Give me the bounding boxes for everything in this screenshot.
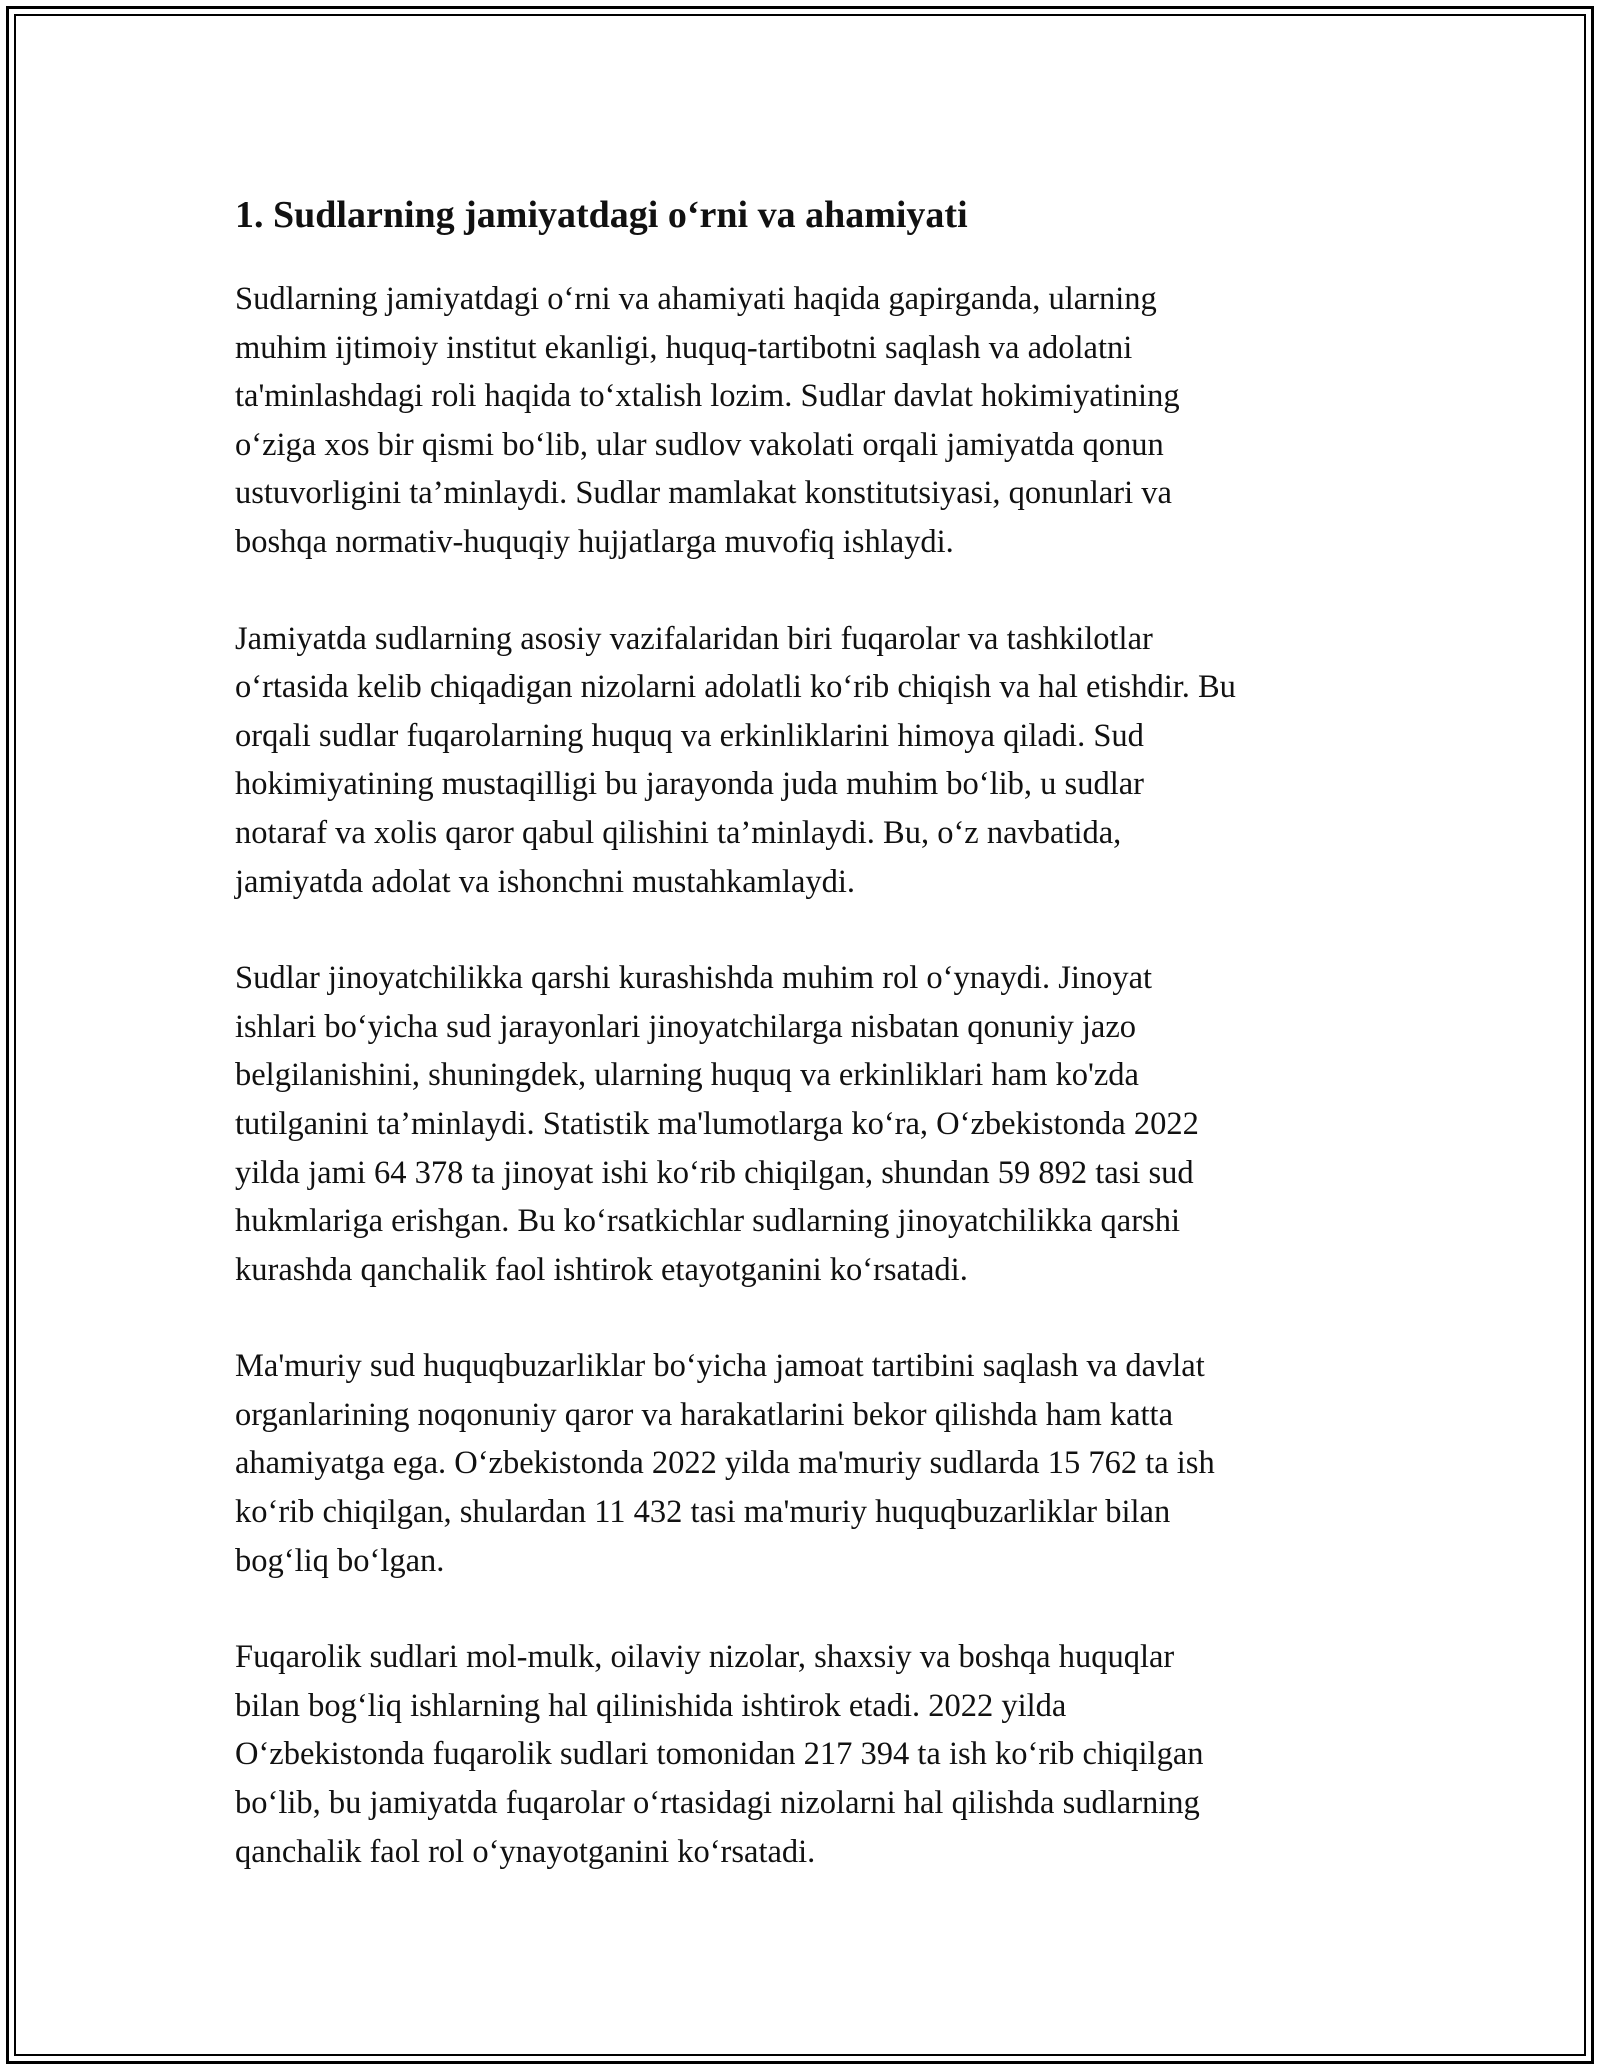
section-heading: 1. Sudlarning jamiyatdagi o‘rni va ahamiyati bbox=[235, 194, 968, 236]
paragraph-administrative-court: Ma'muriy sud huquqbuzarliklar bo‘yicha jamoat tartibini saqlash va davlat organlarining noqonuniy qaror va harakatlarini bekor qilishda ham katta ahamiyatga ega. O‘zbekistonda 2022 yilda ma'muriy sudlarda 15 762 ta ish ko‘rib chiqilgan, shulardan 11 432 tasi ma'muriy huquqbuzarliklar bilan bog‘liq bo‘lgan. bbox=[235, 1348, 1215, 1579]
paragraph-criminal-cases: Sudlar jinoyatchilikka qarshi kurashishda muhim rol o‘ynaydi. Jinoyat ishlari bo‘yicha sud jarayonlari jinoyatchilarga nisbatan qonuniy jazo belgilanishini, shuningdek, ularning huquq va erkinliklari ham ko'zda tutilganini ta’minlaydi. Statistik ma'lumotlarga ko‘ra, O‘zbekistonda 2022 yilda jami 64 378 ta jinoyat ishi ko‘rib chiqilgan, shundan 59 892 tasi sud hukmlariga erishgan. Bu ko‘rsatkichlar sudlarning jinoyatchilikka qarshi kurashda qanchalik faol ishtirok etayotganini ko‘rsatadi. bbox=[235, 960, 1199, 1288]
paragraph-role-of-courts: Sudlarning jamiyatdagi o‘rni va ahamiyati haqida gapirganda, ularning muhim ijtimoiy institut ekanligi, huquq-tartibotni saqlash va adolatni ta'minlashdagi roli haqida to‘xtalish lozim. Sudlar davlat hokimiyatining o‘ziga xos bir qismi bo‘lib, ular sudlov vakolati orqali jamiyatda qonun ustuvorligini ta’minlaydi. Sudlar mamlakat konstitutsiyasi, qonunlari va boshqa normativ-huquqiy hujjatlarga muvofiq ishlaydi. bbox=[235, 281, 1180, 560]
paragraph-dispute-resolution: Jamiyatda sudlarning asosiy vazifalaridan biri fuqarolar va tashkilotlar o‘rtasida kelib chiqadigan nizolarni adolatli ko‘rib chiqish va hal etishdir. Bu orqali sudlar fuqarolarning huquq va erkinliklarini himoya qiladi. Sud hokimiyatining mustaqilligi bu jarayonda juda muhim bo‘lib, u sudlar notaraf va xolis qaror qabul qilishini ta’minlaydi. Bu, o‘z navbatida, jamiyatda adolat va ishonchni mustahkamlaydi. bbox=[235, 620, 1236, 900]
document-body bbox=[235, 185, 1375, 1924]
paragraph-civil-courts: Fuqarolik sudlari mol-mulk, oilaviy nizolar, shaxsiy va boshqa huquqlar bilan bog‘liq ishlarning hal qilinishida ishtirok etadi. 2022 yilda O‘zbekistonda fuqarolik sudlari tomonidan 217 394 ta ish ko‘rib chiqilgan bo‘lib, bu jamiyatda fuqarolar o‘rtasidagi nizolarni hal qilishda sudlarning qanchalik faol rol o‘ynayotganini ko‘rsatadi. bbox=[235, 1639, 1204, 1870]
